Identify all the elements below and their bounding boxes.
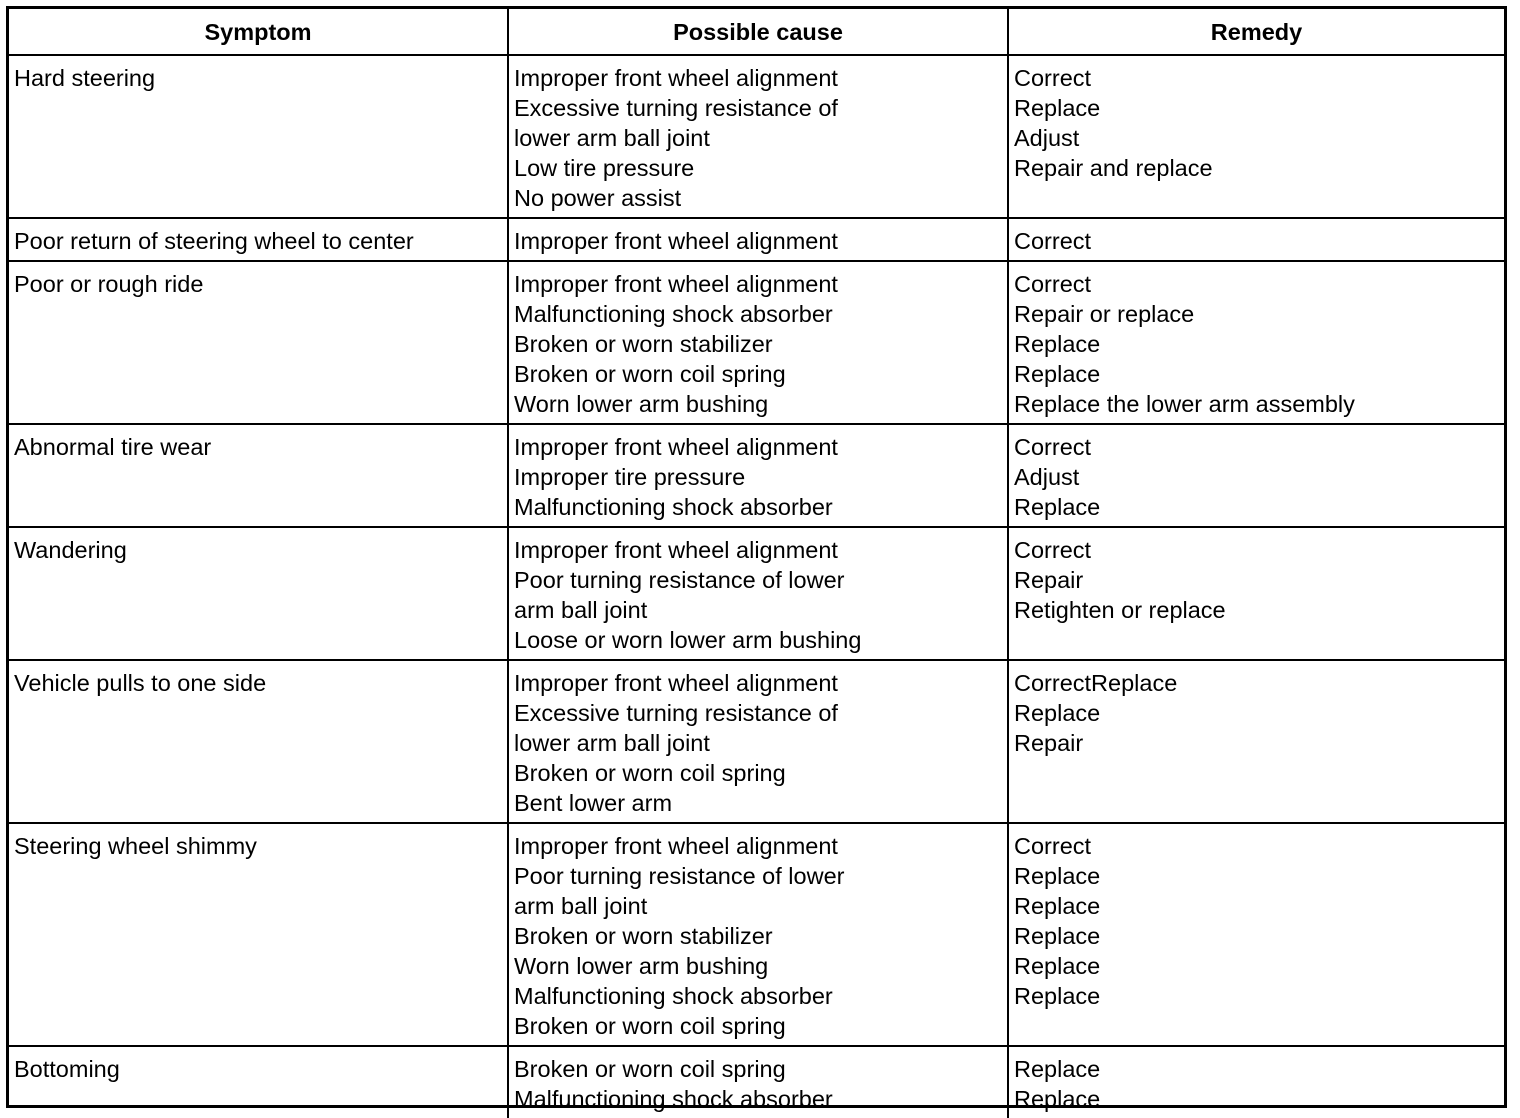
cause-line: Improper tire pressure (514, 464, 746, 490)
symptom-cell (9, 424, 508, 527)
remedy-line: Replace (1014, 923, 1101, 949)
symptom-text: Poor or rough ride (14, 271, 204, 297)
cause-line: Improper front wheel alignment (514, 833, 838, 859)
cause-line: Poor turning resistance of lower (514, 863, 845, 889)
symptom-text: Poor return of steering wheel to center (14, 228, 414, 254)
cause-cell (508, 424, 1008, 527)
remedy-line: Replace (1014, 1086, 1101, 1112)
remedy-line: Replace (1014, 95, 1101, 121)
cause-line: Poor turning resistance of lower (514, 567, 845, 593)
remedy-line: Replace (1014, 1056, 1101, 1082)
cause-line: Improper front wheel alignment (514, 271, 838, 297)
remedy-line: Adjust (1014, 125, 1080, 151)
table-row (9, 660, 1504, 823)
cause-line: Broken or worn stabilizer (514, 923, 773, 949)
table-row (9, 55, 1504, 218)
cause-line: arm ball joint (514, 597, 648, 623)
cause-line: Worn lower arm bushing (514, 953, 769, 979)
cause-line: Improper front wheel alignment (514, 228, 838, 254)
symptom-cell (9, 527, 508, 660)
remedy-line: CorrectReplace (1014, 670, 1178, 696)
cause-line: Worn lower arm bushing (514, 391, 769, 417)
cause-line: Bent lower arm (514, 790, 673, 816)
symptom-cell (9, 218, 508, 261)
symptom-text: Vehicle pulls to one side (14, 670, 267, 696)
remedy-line: Repair (1014, 730, 1084, 756)
remedy-line: Correct (1014, 271, 1092, 297)
cause-cell (508, 218, 1008, 261)
remedy-line: Correct (1014, 65, 1092, 91)
symptom-text: Abnormal tire wear (14, 434, 212, 460)
symptom-cell (9, 55, 508, 218)
remedy-cell (1008, 527, 1504, 660)
cause-line: arm ball joint (514, 893, 648, 919)
cause-line: Excessive turning resistance of (514, 700, 838, 726)
remedy-cell (1008, 218, 1504, 261)
remedy-cell (1008, 1046, 1504, 1118)
cause-line: Malfunctioning shock absorber (514, 301, 833, 327)
cause-line: Malfunctioning shock absorber (514, 494, 833, 520)
remedy-line: Replace (1014, 361, 1101, 387)
cause-cell (508, 823, 1008, 1046)
remedy-line: Correct (1014, 434, 1092, 460)
table-row (9, 527, 1504, 660)
cause-line: Malfunctioning shock absorber (514, 983, 833, 1009)
cause-line: Improper front wheel alignment (514, 670, 838, 696)
symptom-text: Hard steering (14, 65, 156, 91)
cause-line: lower arm ball joint (514, 730, 710, 756)
header-remedy: Remedy (1008, 9, 1504, 55)
remedy-cell (1008, 261, 1504, 424)
symptom-cell (9, 660, 508, 823)
remedy-line: Adjust (1014, 464, 1080, 490)
remedy-line: Replace (1014, 953, 1101, 979)
troubleshooting-table (9, 9, 1504, 1118)
table-row (9, 261, 1504, 424)
table-row (9, 424, 1504, 527)
symptom-text: Wandering (14, 537, 127, 563)
remedy-line: Replace (1014, 983, 1101, 1009)
cause-line: Improper front wheel alignment (514, 65, 838, 91)
header-row (9, 9, 1504, 55)
header-possible-cause: Possible cause (508, 9, 1008, 55)
table-row (9, 1046, 1504, 1118)
remedy-line: Replace (1014, 863, 1101, 889)
cause-line: Broken or worn stabilizer (514, 331, 773, 357)
cause-line: Broken or worn coil spring (514, 1013, 786, 1039)
remedy-line: Repair (1014, 567, 1084, 593)
cause-cell (508, 1046, 1008, 1118)
symptom-cell (9, 823, 508, 1046)
remedy-line: Retighten or replace (1014, 597, 1226, 623)
remedy-line: Replace (1014, 494, 1101, 520)
remedy-line: Replace (1014, 893, 1101, 919)
cause-line: No power assist (514, 185, 682, 211)
cause-line: Loose or worn lower arm bushing (514, 627, 862, 653)
symptom-cell (9, 1046, 508, 1118)
remedy-line: Replace the lower arm assembly (1014, 391, 1355, 417)
remedy-line: Replace (1014, 331, 1101, 357)
cause-cell (508, 261, 1008, 424)
symptom-cell (9, 261, 508, 424)
remedy-line: Correct (1014, 228, 1092, 254)
troubleshooting-table-frame (6, 6, 1507, 1112)
cause-line: Malfunctioning shock absorber (514, 1086, 833, 1112)
remedy-line: Correct (1014, 537, 1092, 563)
cause-line: Broken or worn coil spring (514, 1056, 786, 1082)
cause-line: Low tire pressure (514, 155, 695, 181)
symptom-text: Steering wheel shimmy (14, 833, 257, 859)
remedy-line: Correct (1014, 833, 1092, 859)
cause-line: Improper front wheel alignment (514, 537, 838, 563)
table-row (9, 823, 1504, 1046)
cause-line: Improper front wheel alignment (514, 434, 838, 460)
cause-line: Broken or worn coil spring (514, 760, 786, 786)
remedy-line: Repair or replace (1014, 301, 1195, 327)
cause-line: Broken or worn coil spring (514, 361, 786, 387)
remedy-cell (1008, 660, 1504, 823)
cause-cell (508, 660, 1008, 823)
remedy-line: Replace (1014, 700, 1101, 726)
header-symptom: Symptom (9, 9, 508, 55)
remedy-cell (1008, 823, 1504, 1046)
cause-line: lower arm ball joint (514, 125, 710, 151)
remedy-cell (1008, 424, 1504, 527)
cause-cell (508, 55, 1008, 218)
cause-cell (508, 527, 1008, 660)
symptom-text: Bottoming (14, 1056, 120, 1082)
remedy-line: Repair and replace (1014, 155, 1213, 181)
cause-line: Excessive turning resistance of (514, 95, 838, 121)
table-row (9, 218, 1504, 261)
remedy-cell (1008, 55, 1504, 218)
